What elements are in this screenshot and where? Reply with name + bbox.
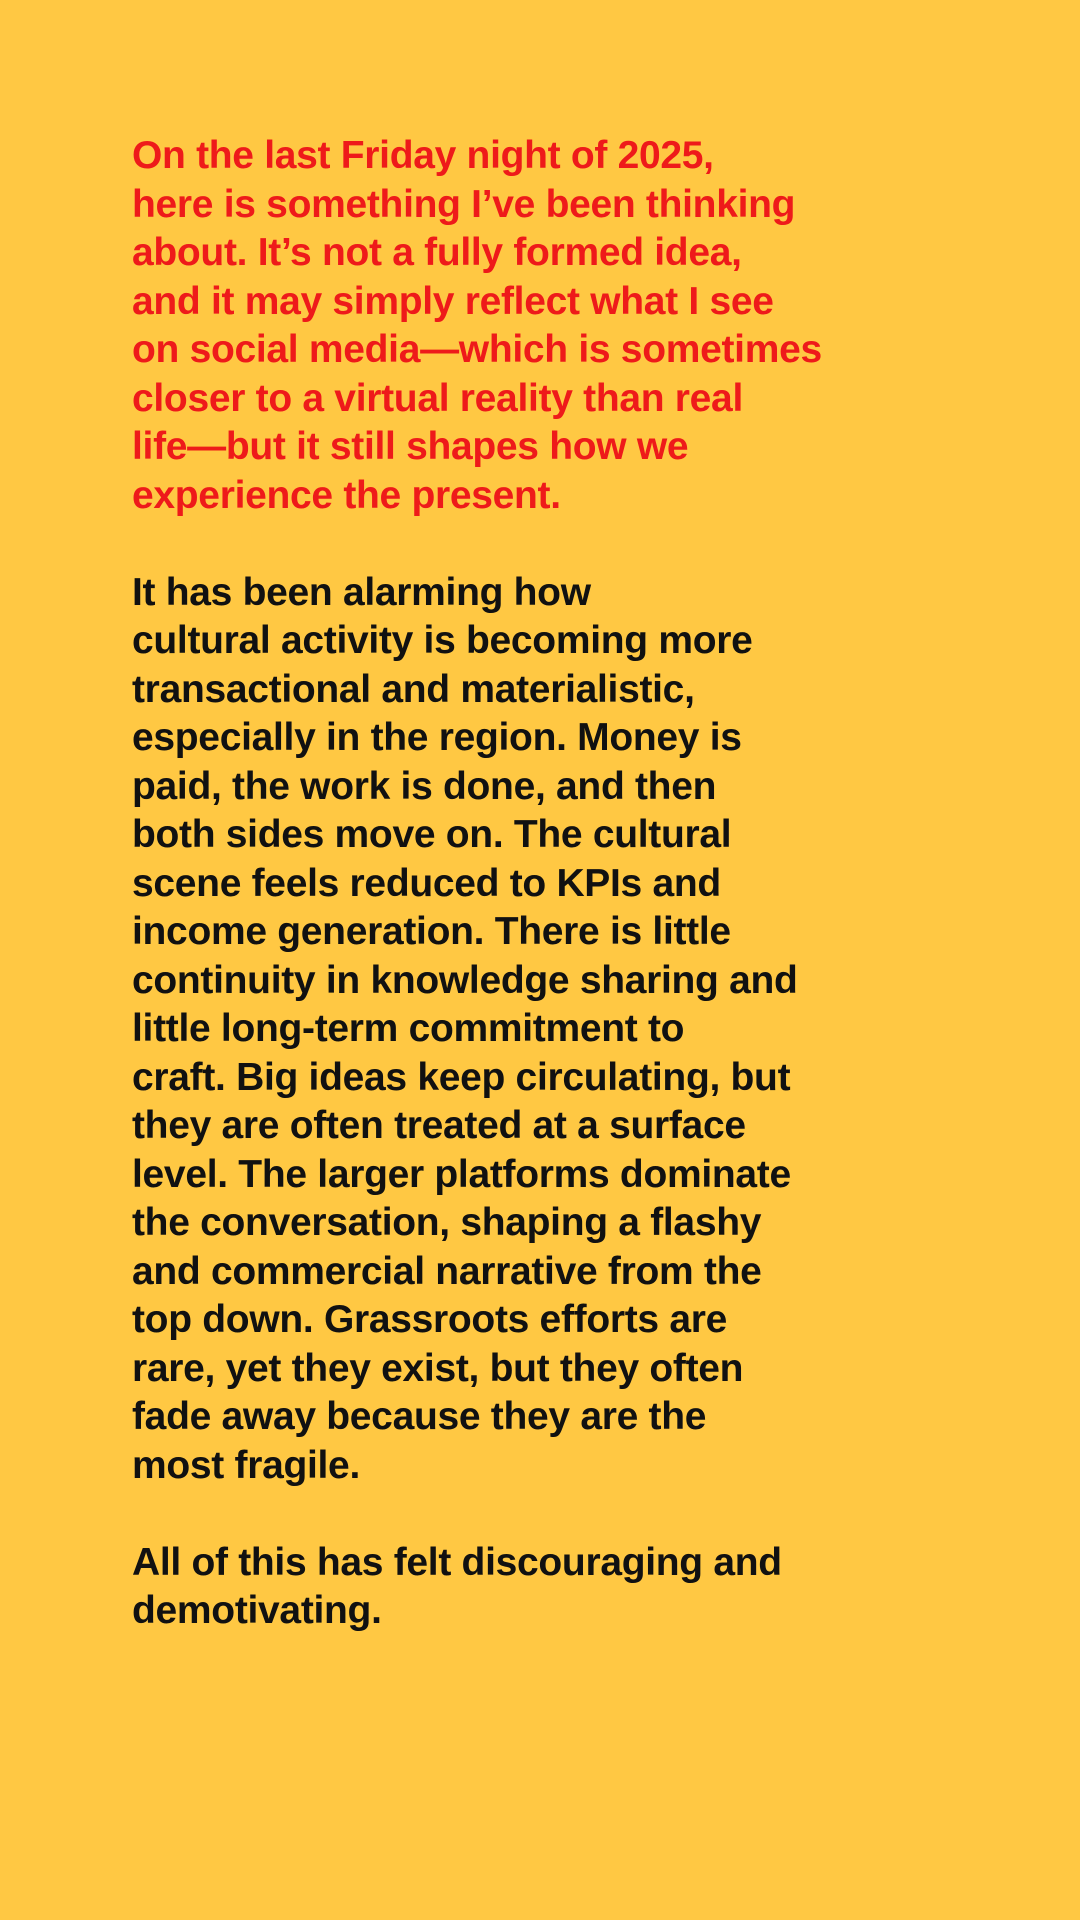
- closing-line: demotivating.: [132, 1589, 382, 1632]
- closing-paragraph: [132, 1539, 972, 1636]
- body-line: rare, yet they exist, but they often: [132, 1346, 744, 1390]
- intro-line: about. It’s not a fully formed idea,: [132, 231, 742, 274]
- body-line: and commercial narrative from the: [132, 1249, 762, 1293]
- intro-line: closer to a virtual reality than real: [132, 376, 743, 420]
- intro-line: life—but it still shapes how we: [132, 425, 689, 468]
- intro-line: here is something I’ve been thinking: [132, 182, 796, 226]
- body-line: both sides move on. The cultural: [132, 813, 732, 856]
- body-paragraph: [132, 569, 972, 1491]
- body-line: most fragile.: [132, 1443, 360, 1487]
- body-line: It has been alarming how: [132, 570, 591, 614]
- intro-line: On the last Friday night of 2025,: [132, 134, 714, 177]
- body-line: continuity in knowledge sharing and: [132, 958, 798, 1002]
- intro-line: and it may simply reflect what I see: [132, 279, 774, 323]
- body-line: cultural activity is becoming more: [132, 619, 753, 662]
- body-line: especially in the region. Money is: [132, 716, 742, 759]
- closing-line: All of this has felt discouraging and: [132, 1540, 782, 1584]
- body-line: the conversation, shaping a flashy: [132, 1201, 762, 1244]
- intro-line: on social media—which is sometimes: [132, 328, 822, 371]
- body-line: transactional and materialistic,: [132, 667, 695, 711]
- paragraph-spacer: [132, 1490, 972, 1539]
- body-line: level. The larger platforms dominate: [132, 1152, 791, 1196]
- body-line: fade away because they are the: [132, 1395, 707, 1438]
- body-line: paid, the work is done, and then: [132, 764, 717, 808]
- text-content: [132, 132, 972, 1636]
- body-line: craft. Big ideas keep circulating, but: [132, 1055, 791, 1099]
- body-line: scene feels reduced to KPIs and: [132, 861, 721, 905]
- intro-paragraph: [132, 132, 972, 520]
- paragraph-spacer: [132, 520, 972, 569]
- intro-line: experience the present.: [132, 473, 561, 517]
- body-line: little long-term commitment to: [132, 1007, 685, 1050]
- body-line: top down. Grassroots efforts are: [132, 1298, 727, 1341]
- body-line: income generation. There is little: [132, 910, 731, 953]
- body-line: they are often treated at a surface: [132, 1104, 746, 1147]
